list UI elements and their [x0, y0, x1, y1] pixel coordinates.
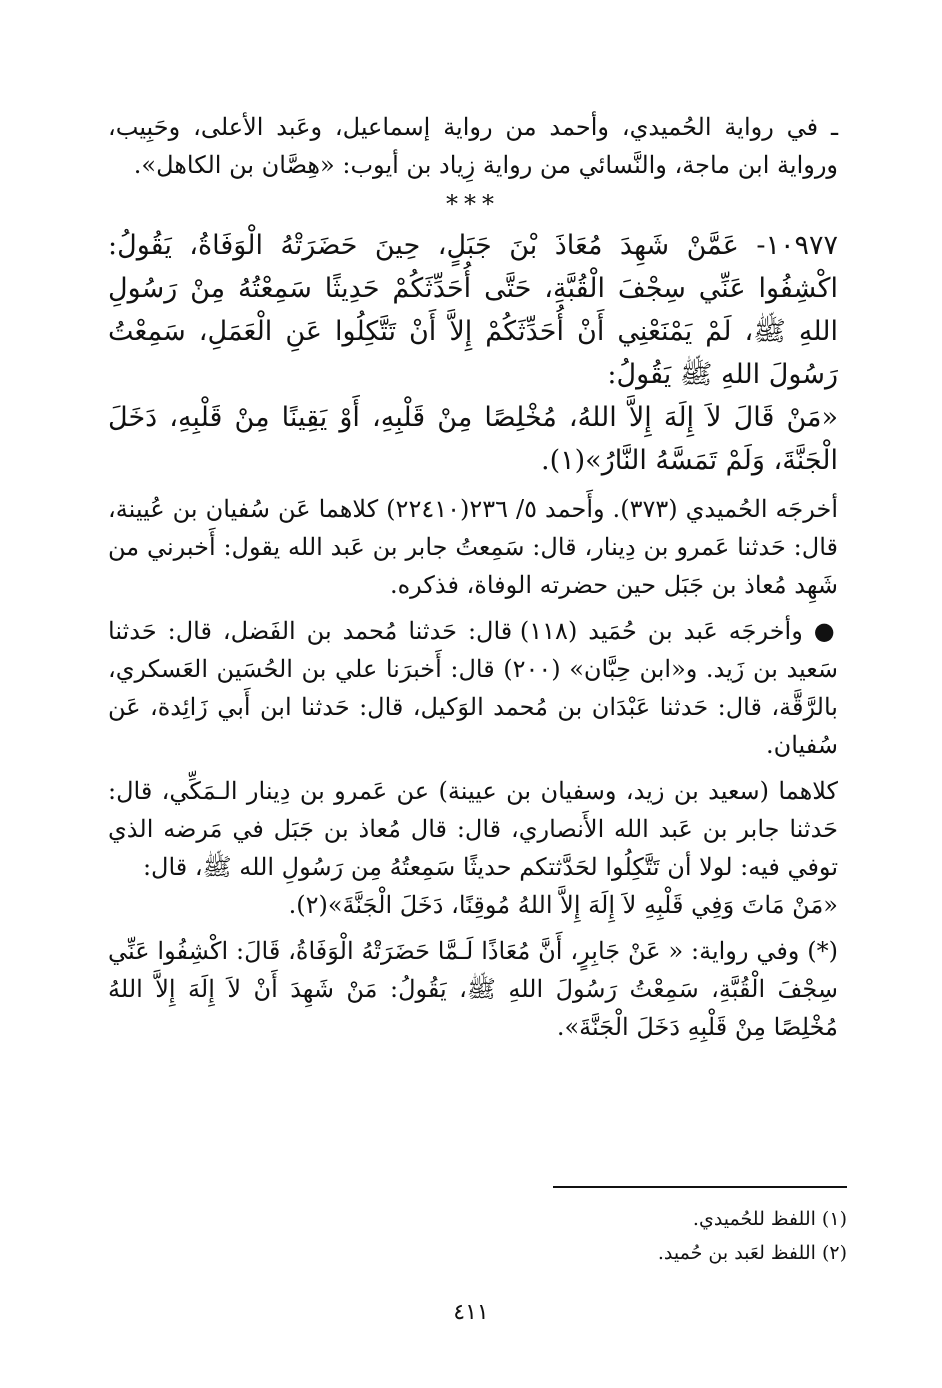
footnote-divider — [553, 1186, 847, 1188]
takhrij-paragraph: أخرجَه الحُميدي (٣٧٣). وأَحمد ٥/ ٢٣٦(٢٢٤١٠) كلاهما عَن سُفيان بن عُيينة، قال: حَدثنا عَمرو بن دِينار، قال: سَمِعتُ جابر بن عَبد الله يقول: أَخبرني من شَهِد مُعاذ بن جَبَل حين حضرته الوفاة، فذكره. — [108, 495, 838, 599]
hadith-text: «مَنْ قَالَ لاَ إِلَهَ إِلاَّ اللهُ، مُخْلِصًا مِنْ قَلْبِهِ، أَوْ يَقِينًا مِنْ قَلْبِهِ، دَخَلَ الْجَنَّةَ، وَلَمْ تَمَسَّهُ النَّارُ»(١). — [108, 402, 838, 476]
hadith-text-second: «مَنْ مَاتَ وَفِي قَلْبِهِ لاَ إِلَهَ إِلاَّ اللهُ مُوقِنًا، دَخَلَ الْجَنَّةَ»(٢). — [288, 891, 838, 919]
page-number: ٤١١ — [453, 1300, 489, 1325]
riwaya-paragraph: (*) وفي رواية: « عَنْ جَابِرٍ، أَنَّ مُعَاذًا لَـمَّا حَضَرَتْهُ الْوَفَاةُ، قَالَ: اكْشِفُوا عَنِّي سِجْفَ الْقُبَّةِ، سَمِعْتُ رَسُولَ اللهِ ﷺ، يَقُولُ: مَنْ شَهِدَ أَنْ لاَ إِلَهَ إِلاَّ اللهُ مُخْلِصًا مِنْ قَلْبِهِ دَخَلَ الْجَنَّةَ». — [108, 937, 838, 1041]
intro-paragraph: ـ في رواية الحُميدي، وأحمد من رواية إسماعيل، وعَبد الأعلى، وحَبِيب، ورواية ابن ماجة، والنَّسائي من رواية زِياد بن أيوب: «هِصَّان بن الكاهل». — [108, 113, 838, 179]
hadith-header: ١٠٩٧٧- عَمَّنْ شَهِدَ مُعَاذَ بْنَ جَبَلٍ، حِينَ حَضَرَتْهُ الْوَفَاةُ، يَقُولُ: اكْشِفُوا عَنِّي سِجْفَ الْقُبَّةِ، حَتَّى أُحَدِّثَكُمْ حَدِيثًا سَمِعْتُهُ مِنْ رَسُولِ اللهِ ﷺ، لَمْ يَمْنَعْنِي أَنْ أُحَدِّثَكُمْ إِلاَّ أَنْ تَتَّكِلُوا عَنِ الْعَمَلِ، سَمِعْتُ رَسُولَ اللهِ ﷺ يَقُولُ: — [108, 230, 838, 390]
takhrij-paragraph-both: كلاهما (سعيد بن زيد، وسفيان بن عيينة) عن عَمرو بن دِينار الـمَكِّي، قال: حَدثنا جابر بن عَبد الله الأَنصاري، قال: قال مُعاذ بن جَبَل في مَرضه الذي توفي فيه: لولا أن تَتَّكِلُوا لحَدَّثتكم حديثًا سَمِعتُهُ مِن رَسُولِ الله ﷺ، قال: — [108, 777, 838, 881]
page-body — [108, 108, 838, 1046]
footnotes — [480, 1202, 847, 1270]
takhrij-paragraph-bullet: ● وأخرجَه عَبد بن حُمَيد (١١٨) قال: حَدثنا مُحمد بن الفَضل، قال: حَدثنا سَعيد بن زَيد. و«ابن حِبَّان» (٢٠٠) قال: أَخبرَنا علي بن الحُسَين العَسكري، بالرَّقَّة، قال: حَدثنا عَبْدَان بن مُحمد الوَكيل، قال: حَدثنا ابن أَبي زَائِدة، عَن سُفيان. — [108, 617, 838, 759]
section-separator: *** — [446, 190, 500, 218]
footnote-2: (٢) اللفظ لعَبد بن حُميد. — [657, 1242, 847, 1264]
footnote-1: (١) اللفظ للحُميدي. — [692, 1208, 847, 1230]
